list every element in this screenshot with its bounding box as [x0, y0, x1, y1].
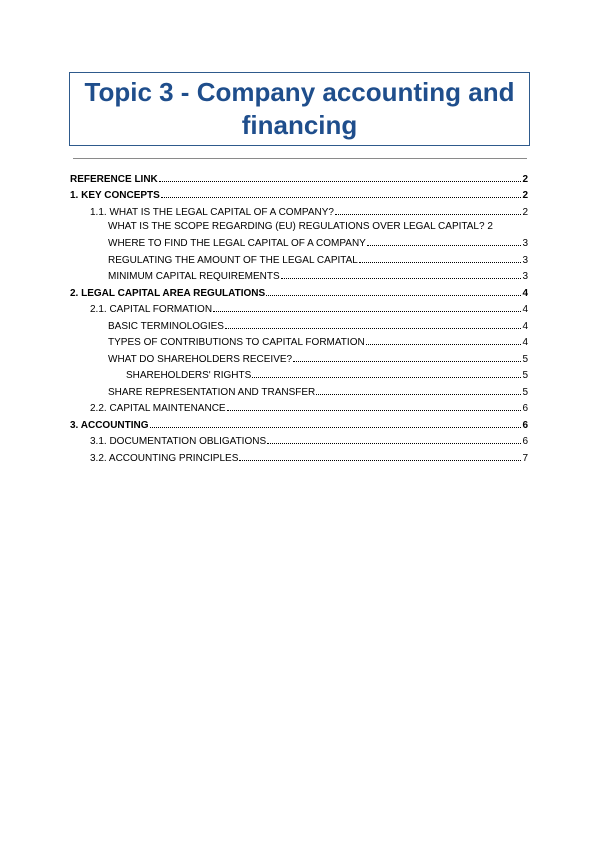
- toc-leader-dots: [366, 344, 522, 345]
- toc-page-number: 4: [522, 304, 528, 315]
- toc-entry-label: 1.1. WHAT IS THE LEGAL CAPITAL OF A COMPANY?: [90, 206, 334, 218]
- toc-page-number: 5: [522, 386, 528, 398]
- toc-entry-label: 3.2. ACCOUNTING PRINCIPLES: [90, 452, 239, 464]
- toc-page-number: 4: [522, 337, 528, 348]
- toc-entry[interactable]: [70, 185, 528, 202]
- toc-entry[interactable]: [70, 282, 528, 299]
- toc-leader-dots: [252, 377, 521, 378]
- toc-leader-dots: [266, 295, 521, 296]
- title-box: [69, 72, 530, 146]
- toc-entry[interactable]: [70, 218, 528, 233]
- toc-entry-label: 2.1. CAPITAL FORMATION: [90, 304, 213, 315]
- toc-entry[interactable]: [70, 168, 528, 185]
- toc-leader-dots: [159, 181, 522, 182]
- toc-entry[interactable]: [70, 414, 528, 431]
- toc-leader-dots: [213, 311, 521, 312]
- divider: [73, 158, 527, 159]
- toc-entry-label: BASIC TERMINOLOGIES: [108, 320, 224, 332]
- toc-entry[interactable]: [70, 348, 528, 365]
- document-title: Topic 3 - Company accounting and financing: [84, 77, 515, 140]
- toc-page-number: 6: [522, 436, 528, 447]
- toc-page-number: 6: [522, 419, 528, 431]
- table-of-contents: [70, 168, 528, 464]
- toc-entry[interactable]: [70, 447, 528, 464]
- toc-entry-label: 1. KEY CONCEPTS: [70, 190, 160, 201]
- toc-leader-dots: [225, 328, 521, 329]
- toc-leader-dots: [267, 443, 521, 444]
- toc-entry-label: TYPES OF CONTRIBUTIONS TO CAPITAL FORMATION: [108, 337, 365, 348]
- toc-entry[interactable]: [70, 431, 528, 448]
- toc-entry-label: WHERE TO FIND THE LEGAL CAPITAL OF A COMPANY: [108, 238, 366, 249]
- toc-leader-dots: [161, 197, 522, 198]
- toc-leader-dots: [227, 410, 522, 411]
- toc-entry-label: WHAT DO SHAREHOLDERS RECEIVE?: [108, 353, 293, 365]
- toc-page-number: 3: [522, 238, 528, 249]
- toc-entry[interactable]: [70, 398, 528, 415]
- toc-page-number: 5: [522, 353, 528, 365]
- toc-entry[interactable]: [70, 315, 528, 332]
- toc-page-number: 5: [522, 370, 528, 381]
- toc-entry-label: SHAREHOLDERS' RIGHTS: [126, 370, 252, 381]
- toc-entry-label: 2.2. CAPITAL MAINTENANCE: [90, 403, 226, 414]
- toc-page-number: 2: [522, 206, 528, 218]
- toc-page-number: 3: [522, 271, 528, 282]
- toc-leader-dots: [359, 262, 522, 263]
- toc-leader-dots: [335, 214, 521, 215]
- toc-entry[interactable]: [70, 332, 528, 349]
- toc-leader-dots: [239, 460, 521, 461]
- toc-entry[interactable]: [70, 299, 528, 316]
- toc-leader-dots: [367, 245, 522, 246]
- toc-leader-dots: [293, 361, 521, 362]
- toc-entry-label: 2. LEGAL CAPITAL AREA REGULATIONS: [70, 287, 266, 299]
- toc-leader-dots: [150, 427, 522, 428]
- toc-page-number: 4: [522, 287, 528, 299]
- toc-entry-label: MINIMUM CAPITAL REQUIREMENTS: [108, 271, 280, 282]
- toc-entry[interactable]: [70, 381, 528, 398]
- toc-page-number: 6: [522, 403, 528, 414]
- toc-entry[interactable]: [70, 249, 528, 266]
- toc-entry-label: 3.1. DOCUMENTATION OBLIGATIONS: [90, 436, 267, 447]
- toc-page-number: 7: [522, 452, 528, 464]
- toc-entry-label: REFERENCE LINK: [70, 173, 158, 185]
- toc-entry-label: REGULATING THE AMOUNT OF THE LEGAL CAPITAL: [108, 254, 358, 266]
- toc-leader-dots: [281, 278, 522, 279]
- toc-entry[interactable]: [70, 233, 528, 250]
- toc-entry[interactable]: [70, 201, 528, 218]
- toc-entry[interactable]: [70, 266, 528, 283]
- toc-page-number: 4: [522, 320, 528, 332]
- toc-entry[interactable]: [70, 365, 528, 382]
- toc-page-number: 3: [522, 254, 528, 266]
- toc-entry-label: WHAT IS THE SCOPE REGARDING (EU) REGULATIONS OVER LEGAL CAPITAL? 2: [108, 220, 493, 232]
- toc-entry-label: SHARE REPRESENTATION AND TRANSFER: [108, 386, 316, 398]
- toc-page-number: 2: [522, 190, 528, 201]
- toc-page-number: 2: [522, 173, 528, 185]
- toc-leader-dots: [316, 394, 521, 395]
- toc-entry-label: 3. ACCOUNTING: [70, 419, 149, 431]
